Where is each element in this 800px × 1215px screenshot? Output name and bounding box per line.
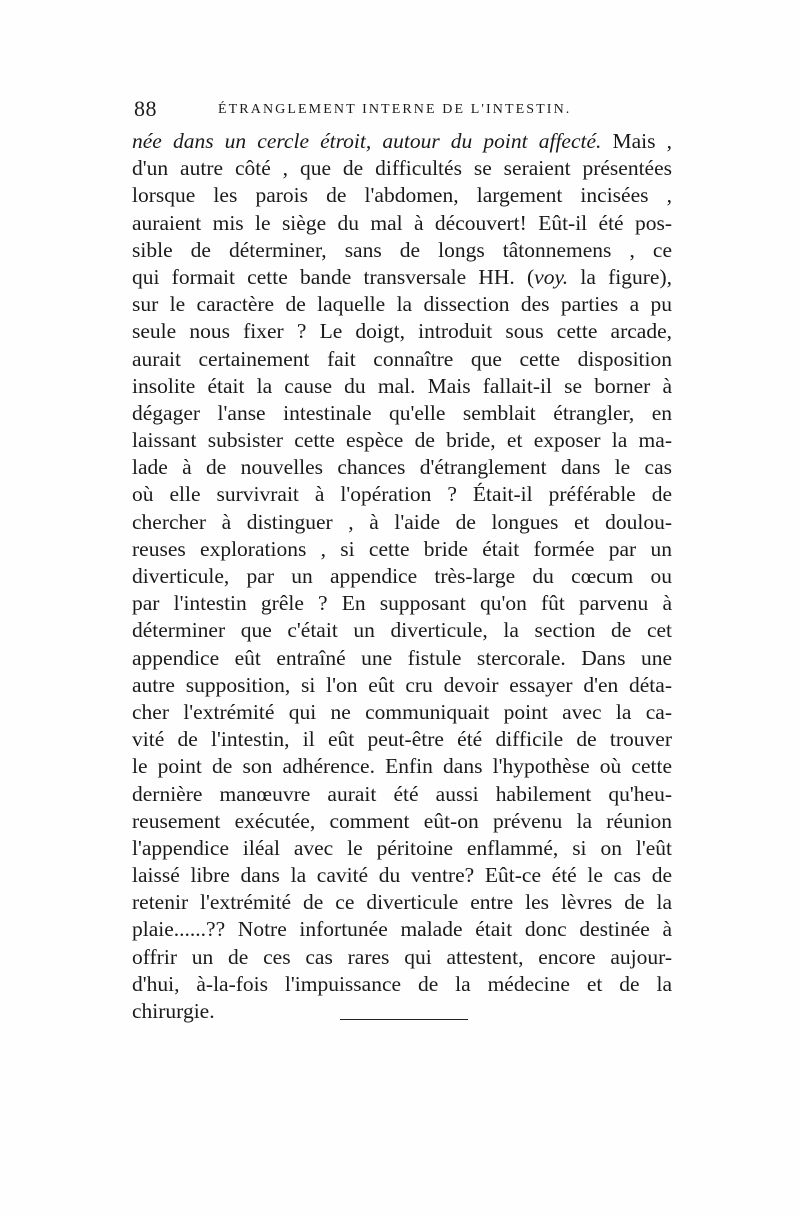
text-line: lorsque les parois de l'abdomen, largement incisées , xyxy=(132,183,672,208)
text-line: autre supposition, si l'on eût cru devoir essayer d'en déta- xyxy=(132,672,672,697)
text-line: où elle survivrait à l'opération ? Était-il préférable de xyxy=(132,482,672,507)
text-line: sible de déterminer, sans de longs tâtonnemens , ce xyxy=(132,237,672,262)
text-line: auraient mis le siège du mal à découvert! Eût-il été pos- xyxy=(132,210,672,235)
text-fragment: Mais , xyxy=(601,129,672,153)
italic-phrase: née dans un cercle étroit, autour du point affecté. xyxy=(132,129,602,153)
text-line: reuses explorations , si cette bride était formée par un xyxy=(132,536,672,561)
text-line: diverticule, par un appendice très-large du cœcum ou xyxy=(132,564,672,588)
text-line: cher l'extrémité qui ne communiquait point avec la ca- xyxy=(132,699,672,724)
text-fragment: qui formait cette bande transversale HH. ( xyxy=(132,264,535,289)
page-header xyxy=(134,96,674,126)
text-line: laissant subsister cette espèce de bride, et exposer la ma- xyxy=(132,428,672,453)
text-line: déterminer que c'était un diverticule, la section de cet xyxy=(132,618,672,643)
page-number: 88 xyxy=(134,96,157,121)
text-line: reusement exécutée, comment eût-on prévenu la réunion xyxy=(132,808,672,833)
text-line: d'hui, à-la-fois l'impuissance de la médecine et de la xyxy=(132,971,672,996)
italic-abbrev: voy. xyxy=(534,264,569,289)
text-line: aurait certainement fait connaître que cette disposition xyxy=(132,346,672,371)
text-fragment: la figure), xyxy=(568,264,672,289)
text-line: chirurgie. xyxy=(132,999,215,1023)
text-line: insolite était la cause du mal. Mais fallait-il se borner à xyxy=(132,373,672,398)
text-line: appendice eût entraîné une fistule stercorale. Dans une xyxy=(132,645,672,670)
text-line xyxy=(132,264,672,291)
text-line: plaie......?? Notre infortunée malade était donc destinée à xyxy=(132,917,672,942)
text-line: laissé libre dans la cavité du ventre? Eût-ce été le cas de xyxy=(132,863,672,888)
text-line: chercher à distinguer , à l'aide de longues et doulou- xyxy=(132,509,672,534)
text-line: seule nous fixer ? Le doigt, introduit sous cette arcade, xyxy=(132,319,672,344)
text-line: vité de l'intestin, il eût peut-être été difficile de trouver xyxy=(132,727,672,752)
text-line: par l'intestin grêle ? En supposant qu'on fût parvenu à xyxy=(132,591,672,616)
text-line: sur le caractère de laquelle la dissection des parties a pu xyxy=(132,292,672,317)
text-line: dernière manœuvre aurait été aussi habilement qu'heu- xyxy=(132,781,672,806)
text-line: l'appendice iléal avec le péritoine enflammé, si on l'eût xyxy=(132,835,672,860)
running-head: ÉTRANGLEMENT INTERNE DE L'INTESTIN. xyxy=(218,102,572,117)
text-line: le point de son adhérence. Enfin dans l'hypothèse où cette xyxy=(132,754,672,779)
text-line: lade à de nouvelles chances d'étranglement dans le cas xyxy=(132,455,672,480)
body-text xyxy=(132,128,672,1025)
text-line xyxy=(132,128,672,155)
text-line: offrir un de ces cas rares qui attestent, encore aujour- xyxy=(132,944,672,969)
text-line: d'un autre côté , que de difficultés se seraient présentées xyxy=(132,156,672,181)
text-line: dégager l'anse intestinale qu'elle semblait étrangler, en xyxy=(132,400,672,425)
end-rule xyxy=(340,1019,468,1020)
text-line: retenir l'extrémité de ce diverticule entre les lèvres de la xyxy=(132,890,672,915)
